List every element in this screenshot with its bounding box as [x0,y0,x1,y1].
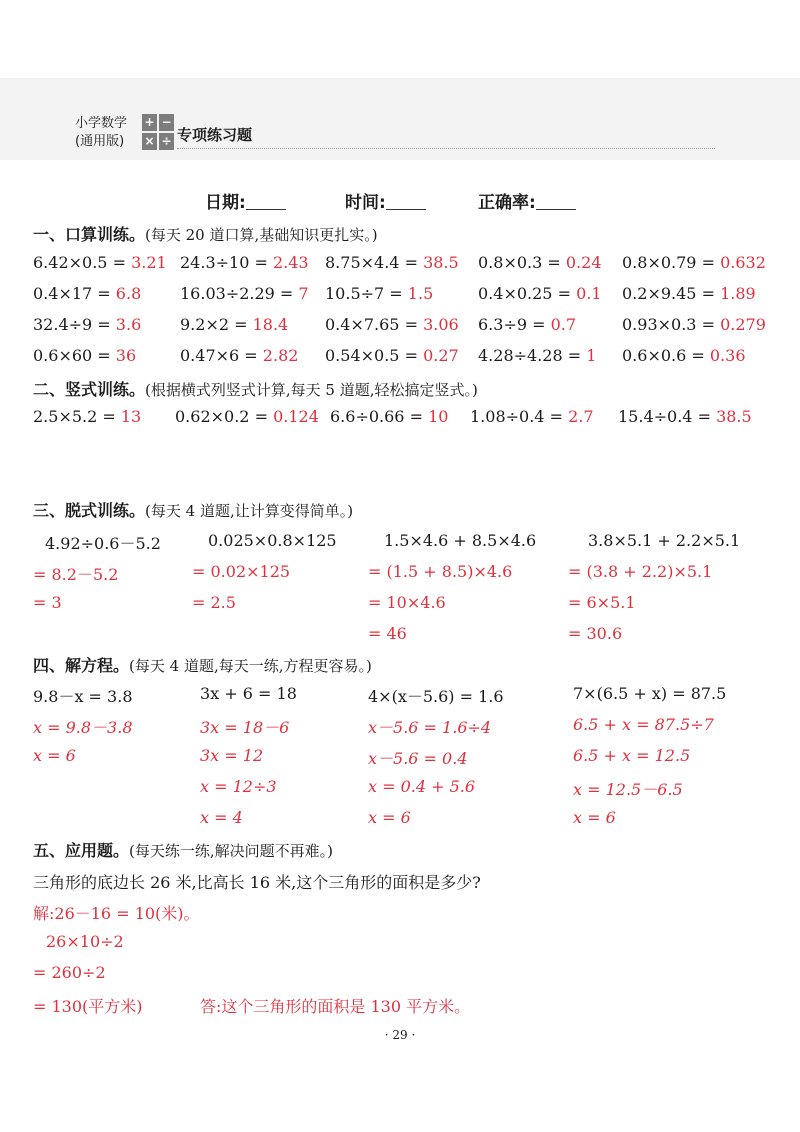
section2-heading [33,377,478,400]
equation-step: x－5.6 = 0.4 [368,749,468,768]
stepwise-step: = 3 [33,593,62,612]
problem-expression: 32.4÷9 = [33,315,116,334]
problem-expression: 2.5×5.2 = [33,407,121,426]
section4-heading [33,653,372,676]
problem-answer: 6.8 [115,284,142,303]
problem-expression: 24.3÷10 = [180,253,273,272]
oral-problem [33,315,141,334]
problem-expression: 0.8×0.3 = [478,253,566,272]
equation-step: x = 9.8－3.8 [33,718,133,737]
problem-expression: 6.3÷9 = [478,315,551,334]
problem-expression: 0.8×0.79 = [622,253,721,272]
oral-problem [478,346,596,365]
oral-problem [622,346,746,365]
section1-heading [33,222,378,245]
problem-answer: 0.7 [550,315,577,334]
stepwise-step: = 0.02×125 [192,562,291,581]
solution-line: = 130(平方米) [33,997,143,1016]
oral-problem [325,284,433,303]
oral-problem [325,253,459,272]
oral-problem [180,346,298,365]
section3-heading [33,498,353,521]
stepwise-step: = 8.2－5.2 [33,565,119,584]
stepwise-step: = (1.5 + 8.5)×4.6 [368,562,513,581]
problem-answer: 0.27 [423,346,459,365]
problem-answer: 1 [586,346,597,365]
oral-problem [180,253,309,272]
problem-expression: 0.6×0.6 = [622,346,710,365]
date-blank[interactable] [246,193,286,210]
equation: 9.8－x = 3.8 [33,687,133,706]
problem-answer: 0.1 [576,284,602,303]
problem-answer: 1.89 [720,284,756,303]
problem-answer: 0.36 [709,346,746,365]
section5-heading [33,838,333,861]
oral-problem [33,346,136,365]
oral-problem [33,253,167,272]
stepwise-step: = 46 [368,624,407,643]
problem-answer: 2.43 [272,253,309,272]
section5-title: 五、应用题。 [33,841,130,860]
header-divider [177,148,715,149]
equation-step: x = 6 [573,808,616,827]
accuracy-label: 正确率: [478,193,536,213]
equation-step: x = 0.4 + 5.6 [368,777,476,796]
vertical-problem [330,407,448,426]
equation-step: x = 12÷3 [200,777,277,796]
problem-expression: 0.47×6 = [180,346,263,365]
section4-title: 四、解方程。 [33,656,130,675]
stepwise-expression: 1.5×4.6 + 8.5×4.6 [384,531,537,550]
stepwise-step: = (3.8 + 2.2)×5.1 [568,562,713,581]
problem-expression: 1.08÷0.4 = [470,407,569,426]
equation: 7×(6.5 + x) = 87.5 [573,684,727,703]
stepwise-step: = 2.5 [192,593,236,612]
stepwise-expression: 4.92÷0.6－5.2 [45,534,161,553]
section2-note: (根据横式列竖式计算,每天 5 道题,轻松搞定竖式。) [145,381,478,399]
times-icon: × [142,133,157,150]
minus-icon: − [159,114,174,131]
oral-problem [478,284,602,303]
problem-expression: 0.4×0.25 = [478,284,577,303]
vertical-problem [33,407,141,426]
problem-expression: 6.6÷0.66 = [330,407,429,426]
equation: 4×(x－5.6) = 1.6 [368,687,504,706]
problem-answer: 1.5 [407,284,434,303]
brand-line2: (通用版) [75,134,125,149]
section2-title: 二、竖式训练。 [33,380,146,399]
stepwise-expression: 3.8×5.1 + 2.2×5.1 [588,531,741,550]
section1-note: (每天 20 道口算,基础知识更扎实。) [145,226,378,244]
equation-step: 6.5 + x = 12.5 [573,746,691,765]
problem-answer: 3.21 [131,253,167,272]
problem-answer: 13 [120,407,142,426]
problem-answer: 36 [115,346,137,365]
problem-answer: 0.279 [720,315,766,334]
problem-expression: 4.28÷4.28 = [478,346,587,365]
equation-step: x = 6 [33,746,76,765]
problem-expression: 0.54×0.5 = [325,346,424,365]
equation-step: x = 12.5－6.5 [573,780,683,799]
operator-badge-icon [142,114,174,150]
section5-note: (每天练一练,解决问题不再难。) [129,842,333,860]
vertical-problem [175,407,319,426]
equation-step: 3x = 18－6 [200,718,290,737]
equation: 3x + 6 = 18 [200,684,297,703]
solution-line: 26×10÷2 [46,932,124,951]
time-blank[interactable] [386,193,426,210]
vertical-problem [618,407,752,426]
problem-answer: 38.5 [423,253,459,272]
problem-expression: 0.2×9.45 = [622,284,721,303]
oral-problem [478,253,602,272]
problem-expression: 8.75×4.4 = [325,253,424,272]
divide-icon: ÷ [159,133,174,150]
equation-step: x = 6 [368,808,411,827]
oral-problem [325,315,459,334]
solution-line: = 260÷2 [33,963,106,982]
problem-answer: 18.4 [252,315,289,334]
accuracy-blank[interactable] [536,193,576,210]
word-problem-question: 三角形的底边长 26 米,比高长 16 米,这个三角形的面积是多少? [33,873,481,892]
stepwise-expression: 0.025×0.8×125 [208,531,337,550]
oral-problem [622,284,756,303]
stepwise-step: = 30.6 [568,624,623,643]
problem-answer: 0.632 [720,253,766,272]
problem-expression: 9.2×2 = [180,315,253,334]
section3-title: 三、脱式训练。 [33,501,146,520]
accuracy-field [478,188,576,213]
equation-step: 6.5 + x = 87.5÷7 [573,715,714,734]
problem-answer: 3.6 [115,315,142,334]
oral-problem [180,315,288,334]
oral-problem [622,315,766,334]
section4-note: (每天 4 道题,每天一练,方程更容易。) [129,657,372,675]
problem-expression: 16.03÷2.29 = [180,284,299,303]
time-label: 时间: [345,193,386,213]
problem-answer: 7 [298,284,309,303]
problem-expression: 0.4×17 = [33,284,116,303]
problem-expression: 0.4×7.65 = [325,315,424,334]
oral-problem [478,315,576,334]
date-field [205,188,286,213]
plus-icon: + [142,114,157,131]
vertical-problem [470,407,594,426]
series-brand [75,115,127,151]
topic-title: 专项练习题 [177,126,253,144]
section3-note: (每天 4 道题,让计算变得简单。) [145,502,354,520]
stepwise-step: = 6×5.1 [568,593,636,612]
problem-answer: 3.06 [423,315,459,334]
stepwise-step: = 10×4.6 [368,593,446,612]
problem-answer: 2.7 [568,407,594,426]
page-number: · 29 · [384,1028,416,1042]
problem-answer: 38.5 [716,407,752,426]
oral-problem [325,346,459,365]
problem-expression: 0.62×0.2 = [175,407,274,426]
equation-step: x－5.6 = 1.6÷4 [368,718,492,737]
solution-answer: 答:这个三角形的面积是 130 平方米。 [200,997,471,1016]
oral-problem [622,253,766,272]
date-label: 日期: [205,193,246,213]
section1-title: 一、口算训练。 [33,225,146,244]
equation-step: 3x = 12 [200,746,264,765]
problem-expression: 15.4÷0.4 = [618,407,717,426]
problem-answer: 2.82 [262,346,299,365]
oral-problem [180,284,309,303]
brand-line1: 小学数学 [75,116,128,131]
problem-answer: 0.24 [565,253,602,272]
problem-answer: 10 [428,407,449,426]
problem-expression: 0.6×60 = [33,346,116,365]
problem-expression: 10.5÷7 = [325,284,408,303]
oral-problem [33,284,141,303]
equation-step: x = 4 [200,808,243,827]
solution-line: 解:26－16 = 10(米)。 [33,904,200,923]
time-field [345,188,426,213]
problem-answer: 0.124 [273,407,319,426]
problem-expression: 0.93×0.3 = [622,315,721,334]
problem-expression: 6.42×0.5 = [33,253,132,272]
